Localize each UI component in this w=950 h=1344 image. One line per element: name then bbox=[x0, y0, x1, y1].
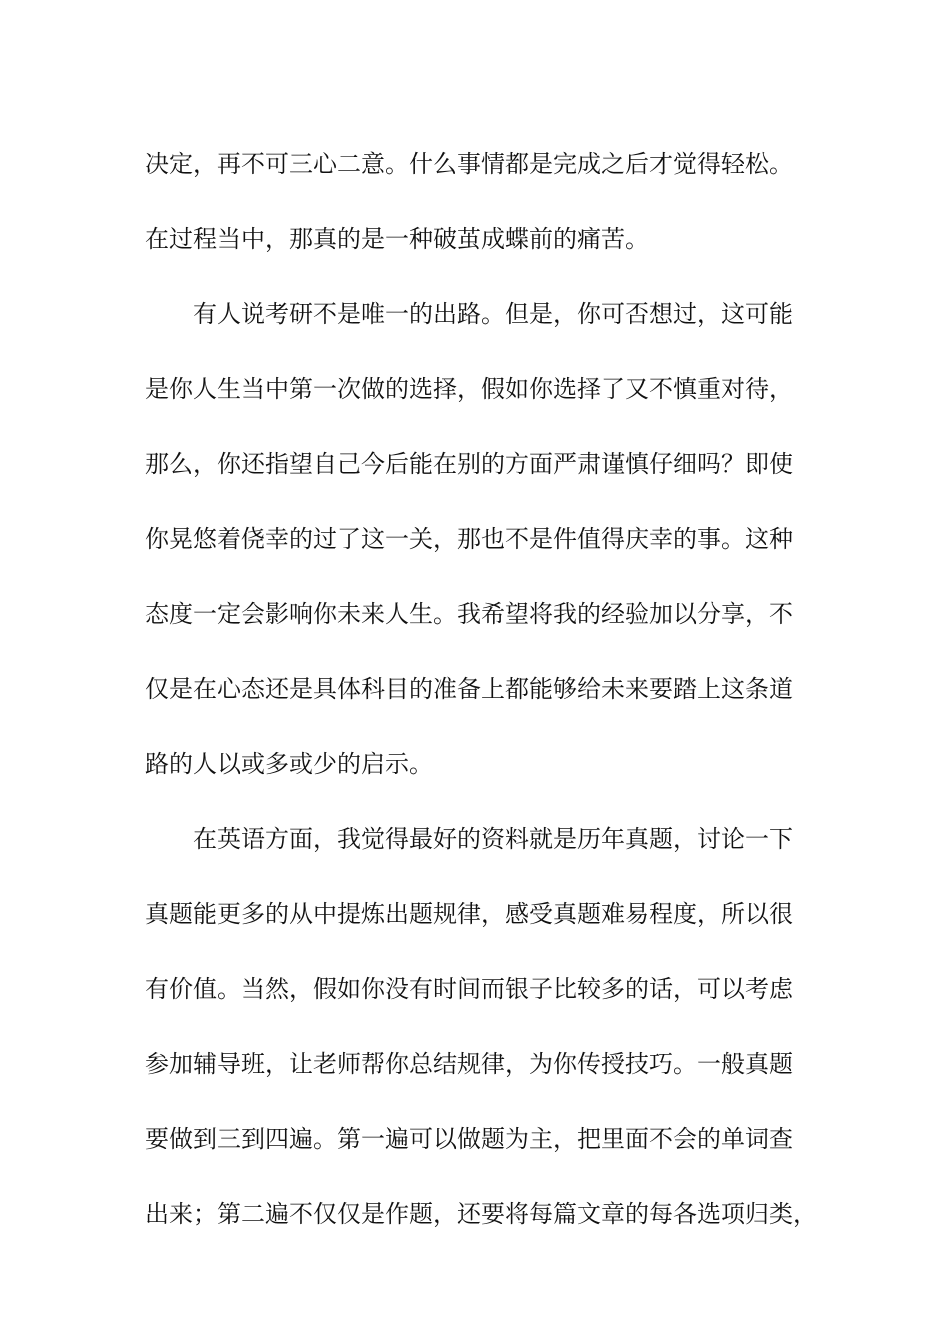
paragraph-line: 有价值。当然，假如你没有时间而银子比较多的话，可以考虑 bbox=[145, 975, 793, 1003]
paragraph-line: 真题能更多的从中提炼出题规律，感受真题难易程度，所以很 bbox=[145, 900, 793, 928]
paragraph-line: 态度一定会影响你未来人生。我希望将我的经验加以分享，不 bbox=[145, 600, 793, 628]
paragraph-line: 那么，你还指望自己今后能在别的方面严肃谨慎仔细吗？即使 bbox=[145, 450, 793, 478]
paragraph-2 bbox=[145, 277, 835, 802]
paragraph-line: 参加辅导班，让老师帮你总结规律，为你传授技巧。一般真题 bbox=[145, 1050, 793, 1078]
paragraph-line: 是你人生当中第一次做的选择，假如你选择了又不慎重对待， bbox=[145, 375, 793, 403]
paragraph-line: 仅是在心态还是具体科目的准备上都能够给未来要踏上这条道 bbox=[145, 675, 793, 703]
paragraph-line: 在英语方面，我觉得最好的资料就是历年真题，讨论一下 bbox=[193, 825, 793, 853]
paragraph-1 bbox=[145, 127, 835, 277]
paragraph-line: 出来；第二遍不仅仅是作题，还要将每篇文章的每各选项归类， bbox=[145, 1200, 817, 1228]
paragraph-line: 要做到三到四遍。第一遍可以做题为主，把里面不会的单词查 bbox=[145, 1125, 793, 1153]
paragraph-line: 路的人以或多或少的启示。 bbox=[145, 750, 433, 778]
paragraph-line: 你晃悠着侥幸的过了这一关，那也不是件值得庆幸的事。这种 bbox=[145, 525, 793, 553]
paragraph-line: 在过程当中，那真的是一种破茧成蝶前的痛苦。 bbox=[145, 225, 649, 253]
document-body bbox=[145, 127, 835, 1252]
paragraph-line: 有人说考研不是唯一的出路。但是，你可否想过，这可能 bbox=[193, 300, 793, 328]
paragraph-3 bbox=[145, 802, 835, 1252]
paragraph-line: 决定，再不可三心二意。什么事情都是完成之后才觉得轻松。 bbox=[145, 150, 793, 178]
